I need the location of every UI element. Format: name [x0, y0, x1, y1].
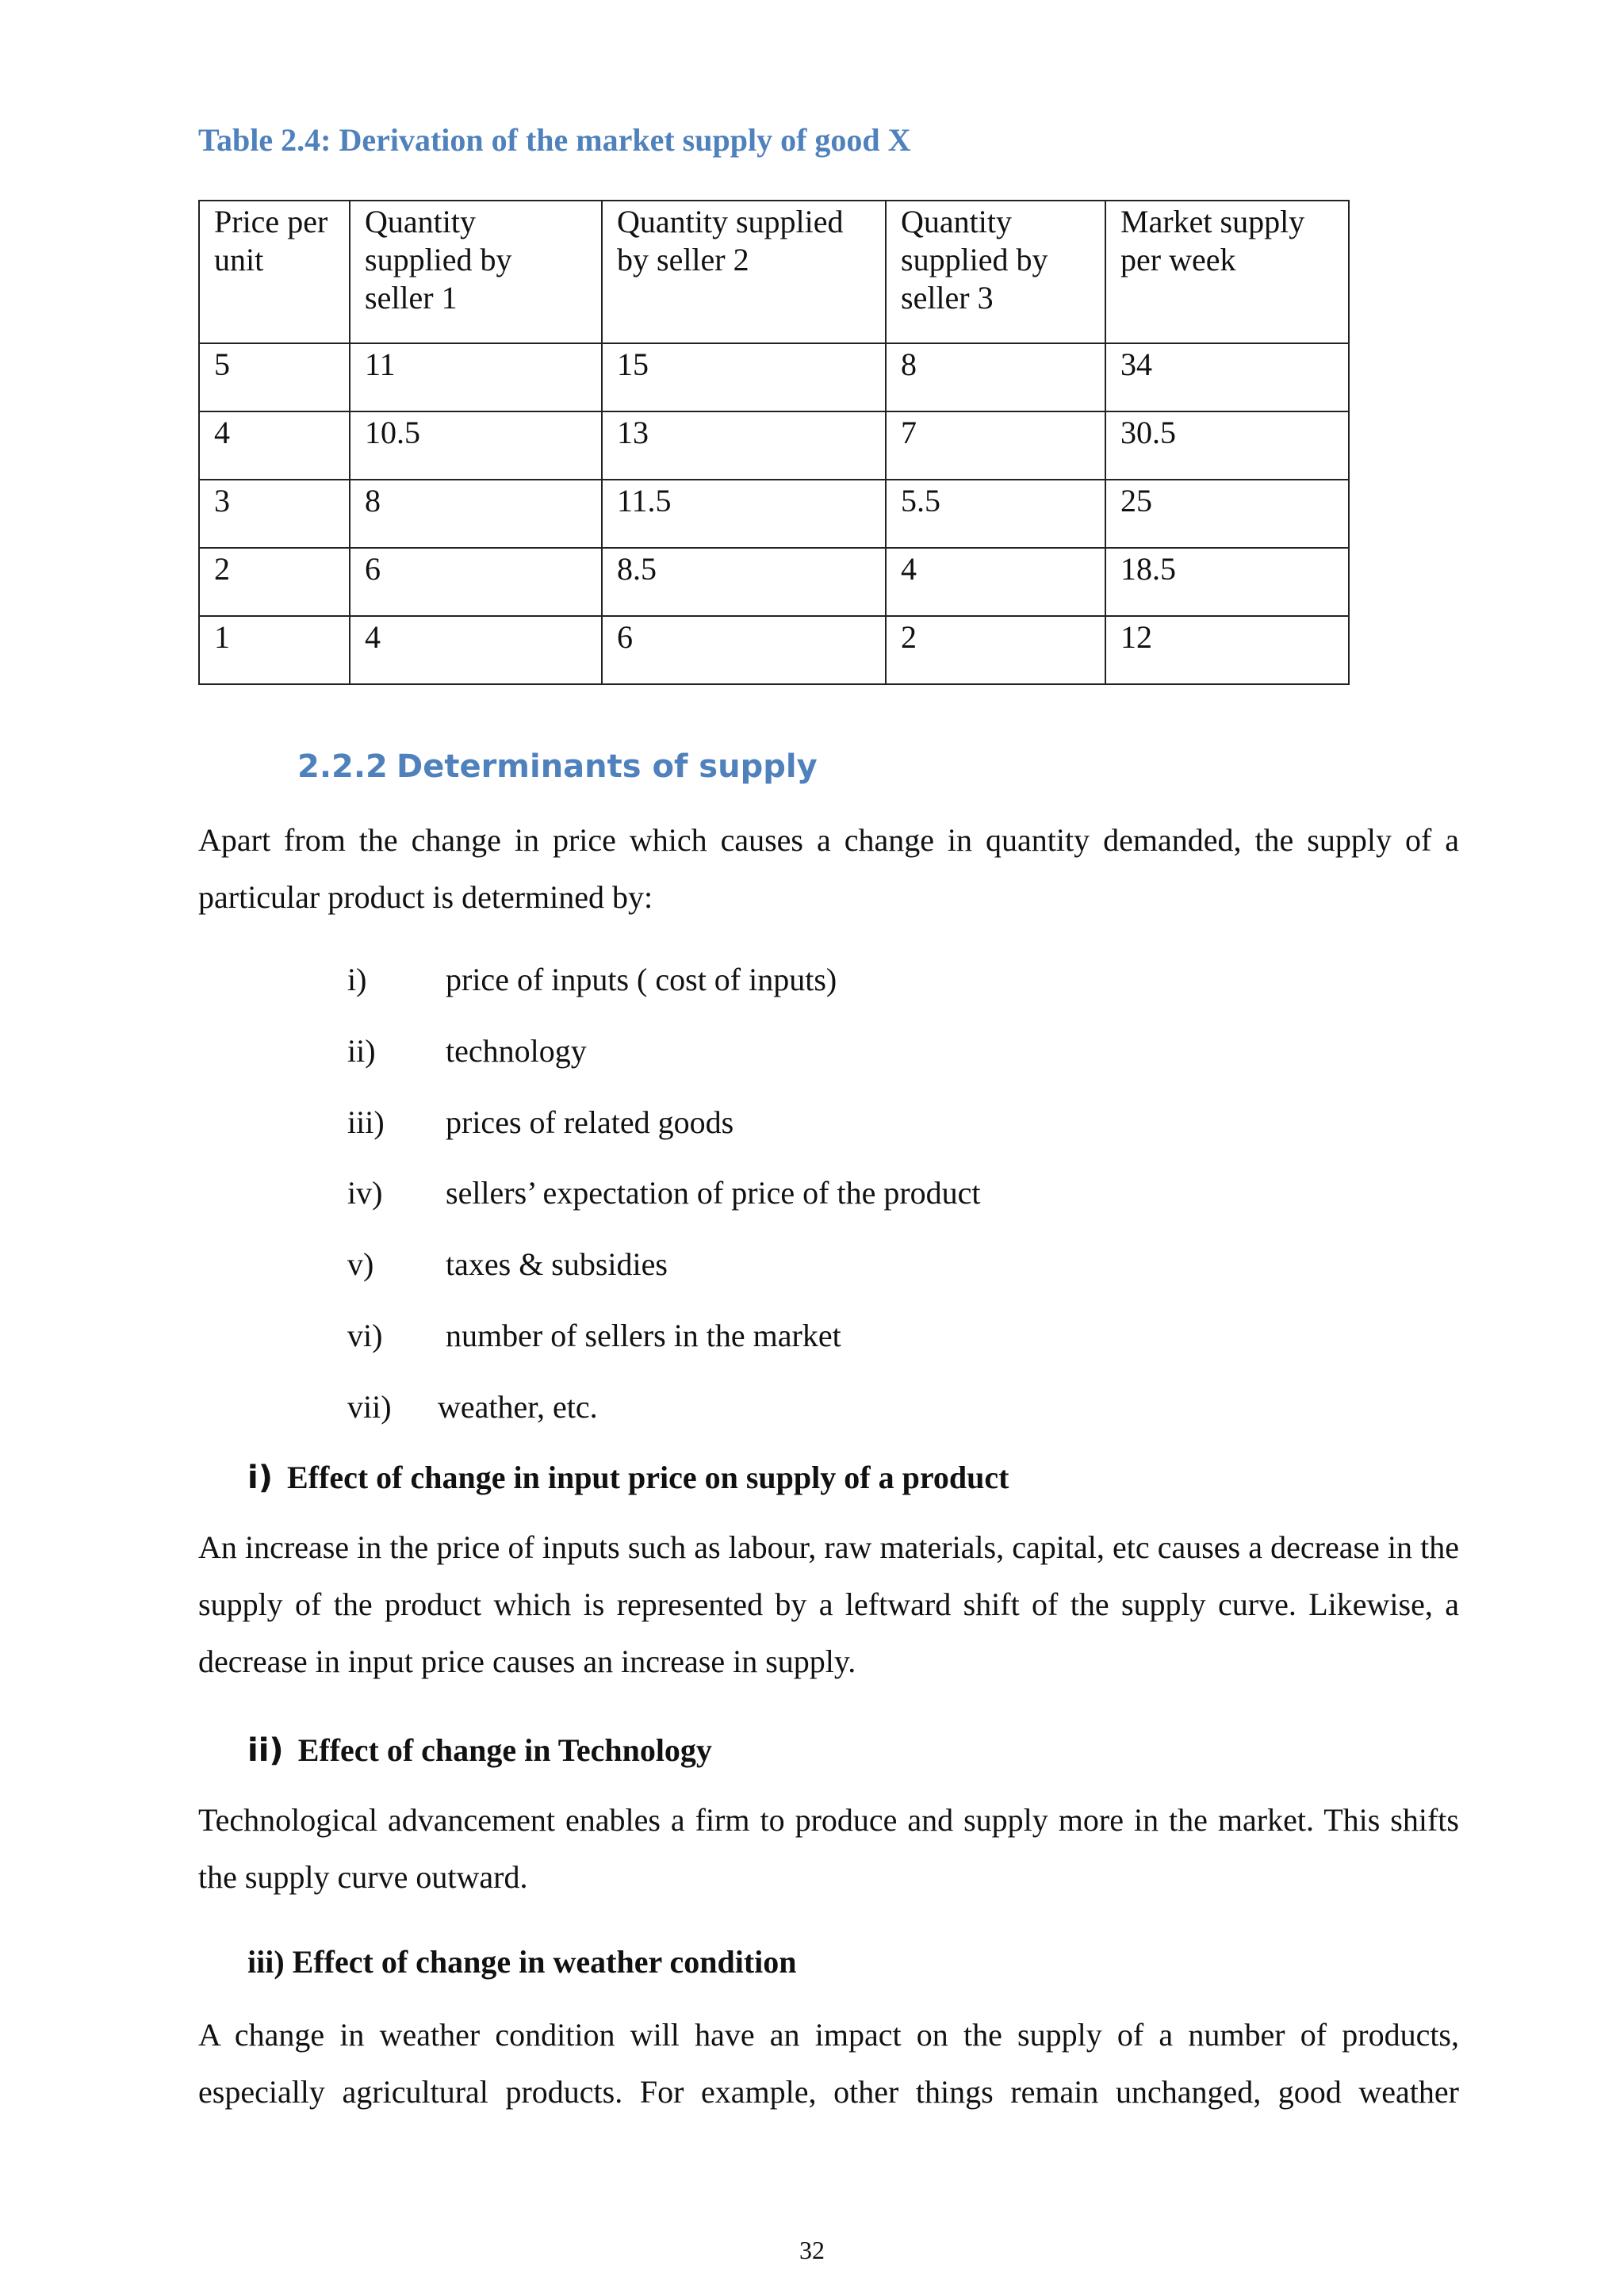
- table-cell: 7: [886, 411, 1105, 480]
- table-cell: 8: [350, 480, 602, 548]
- table-cell: 30.5: [1105, 411, 1349, 480]
- list-item-number: v): [347, 1246, 374, 1282]
- header-seller-3: Quantity supplied by seller 3: [886, 201, 1105, 343]
- table-cell: 18.5: [1105, 548, 1349, 616]
- header-market-supply: Market supply per week: [1105, 201, 1349, 343]
- list-item-number: i): [347, 962, 367, 997]
- table-cell: 4: [350, 616, 602, 684]
- header-price: Price per unit: [199, 201, 350, 343]
- table-row: [199, 616, 1349, 684]
- table-cell: 10.5: [350, 411, 602, 480]
- table-row: [199, 548, 1349, 616]
- table-cell: 2: [199, 548, 350, 616]
- table-cell: 3: [199, 480, 350, 548]
- table-cell: 6: [602, 616, 886, 684]
- table-cell: 2: [886, 616, 1105, 684]
- table-cell: 15: [602, 343, 886, 411]
- effect-marker: i): [247, 1460, 273, 1496]
- section-intro: Apart from the change in price which causes a change in quantity demanded, the supply of a particular product is determined by:: [198, 822, 1459, 915]
- table-row: [199, 480, 1349, 548]
- table-cell: 5: [199, 343, 350, 411]
- page-number: 32: [799, 2236, 825, 2264]
- effect-input-price-body: An increase in the price of inputs such as labour, raw materials, capital, etc causes a decrease in the supply of the product which is represented by a leftward shift of the supply curve. Likewise, a decrease in input price causes an increase in supply.: [198, 1529, 1459, 1679]
- list-item-number: vi): [347, 1318, 383, 1353]
- list-item-text: sellers’ expectation of price of the product: [446, 1175, 981, 1211]
- table-row: [199, 343, 1349, 411]
- effect-technology-body: Technological advancement enables a firm to produce and supply more in the market. This shifts the supply curve outward.: [198, 1802, 1459, 1895]
- table-caption: Table 2.4: Derivation of the market supply of good X: [198, 122, 911, 158]
- list-item-number: ii): [347, 1033, 376, 1069]
- table-row: [199, 411, 1349, 480]
- effect-technology-heading: [247, 1732, 712, 1769]
- table-cell: 1: [199, 616, 350, 684]
- table-cell: 34: [1105, 343, 1349, 411]
- section-number: 2.2.2: [297, 748, 388, 785]
- effect-title: Effect of change in weather condition: [292, 1944, 797, 1980]
- table-cell: 25: [1105, 480, 1349, 548]
- effect-title: Effect of change in Technology: [297, 1732, 712, 1768]
- table-cell: 11: [350, 343, 602, 411]
- list-item-text: taxes & subsidies: [446, 1246, 668, 1282]
- table-cell: 6: [350, 548, 602, 616]
- table-cell: 8: [886, 343, 1105, 411]
- list-item-text: price of inputs ( cost of inputs): [446, 962, 837, 997]
- list-item-text: prices of related goods: [446, 1104, 734, 1140]
- list-item-text: weather, etc.: [438, 1389, 598, 1425]
- list-item-number: vii): [347, 1389, 392, 1425]
- section-heading: [297, 748, 818, 785]
- list-item-number: iv): [347, 1175, 383, 1211]
- effect-weather-heading: [247, 1943, 797, 1980]
- list-item-text: number of sellers in the market: [446, 1318, 841, 1353]
- header-seller-1: Quantity supplied by seller 1: [350, 201, 602, 343]
- list-item-number: iii): [347, 1104, 385, 1140]
- table-header-row: [199, 201, 1349, 343]
- table-cell: 13: [602, 411, 886, 480]
- list-item-text: technology: [446, 1033, 587, 1069]
- table-cell: 12: [1105, 616, 1349, 684]
- effect-marker: ii): [247, 1732, 284, 1769]
- effect-input-price-heading: [247, 1459, 1009, 1496]
- table-cell: 11.5: [602, 480, 886, 548]
- table-cell: 4: [199, 411, 350, 480]
- effect-weather-body: A change in weather condition will have an impact on the supply of a number of products, especially agricultural products. For example, other things remain unchanged, good weather: [198, 2017, 1459, 2110]
- table-cell: 5.5: [886, 480, 1105, 548]
- effect-title: Effect of change in input price on supply of a product: [287, 1460, 1009, 1495]
- section-title: Determinants of supply: [396, 748, 818, 785]
- effect-marker: iii): [247, 1944, 285, 1980]
- market-supply-table: [198, 200, 1350, 685]
- table-cell: 4: [886, 548, 1105, 616]
- header-seller-2: Quantity supplied by seller 2: [602, 201, 886, 343]
- table-cell: 8.5: [602, 548, 886, 616]
